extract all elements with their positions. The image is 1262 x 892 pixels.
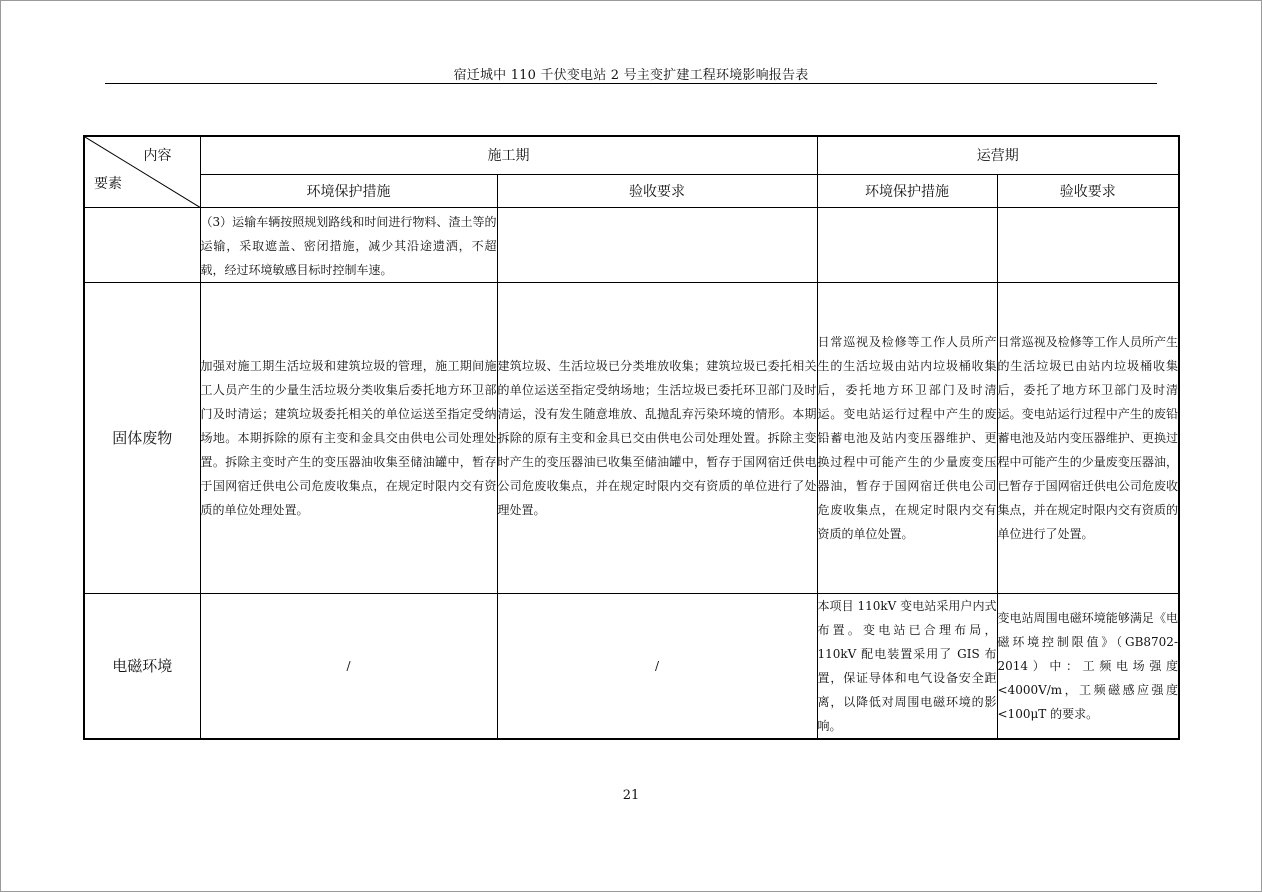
header-rule [105, 83, 1157, 84]
operation-acceptance-cell: 日常巡视及检修等工作人员所产生的生活垃圾已由站内垃圾桶收集后，委托了地方环卫部门及时清运。变电站运行过程中产生的废铅蓄电池及站内变压器维护、更换过程中可能产生的少量废变压器油，已暂存于国网宿迁供电公司危废收集点，并在规定时限内交有资质的单位进行了处置。 [997, 282, 1179, 593]
phase-operation-header: 运营期 [817, 136, 1179, 174]
phase-construction-header: 施工期 [200, 136, 817, 174]
header-row-phases [84, 136, 1179, 174]
row-label: 电磁环境 [84, 593, 200, 739]
corner-label-content: 内容 [143, 148, 172, 164]
corner-label-element: 要素 [94, 175, 122, 192]
table-row [84, 207, 1179, 282]
row-label: 固体废物 [84, 282, 200, 593]
construction-acceptance-cell: / [497, 593, 817, 739]
operation-acceptance-cell [997, 207, 1179, 282]
col-operation-acceptance: 验收要求 [997, 174, 1179, 207]
header-row-columns [84, 174, 1179, 207]
construction-acceptance-cell: 建筑垃圾、生活垃圾已分类堆放收集；建筑垃圾已委托相关的单位运送至指定受纳场地；生活垃圾已委托环卫部门及时清运，没有发生随意堆放、乱抛乱弃污染环境的情形。本期拆除的原有主变和金具已交由供电公司处理处置。拆除主变时产生的变压器油已收集至储油罐中，暂存于国网宿迁供电公司危废收集点，并在规定时限内交有资质的单位进行了处理处置。 [497, 282, 817, 593]
construction-measures-cell: / [200, 593, 497, 739]
running-header: 宿迁城中 110 千伏变电站 2 号主变扩建工程环境影响报告表 [453, 68, 809, 83]
page-number: 21 [622, 788, 640, 803]
operation-measures-cell: 日常巡视及检修等工作人员所产生的生活垃圾由站内垃圾桶收集后，委托地方环卫部门及时清运。变电站运行过程中产生的废铅蓄电池及站内变压器维护、更换过程中可能产生的少量废变压器油，暂存于国网宿迁供电公司危废收集点，在规定时限内交有资质的单位处置。 [817, 282, 997, 593]
corner-cell [84, 136, 200, 207]
construction-acceptance-cell [497, 207, 817, 282]
operation-acceptance-cell: 变电站周围电磁环境能够满足《电磁环境控制限值》（GB8702-2014）中：工频电场强度<4000V/m，工频磁感应强度<100μT 的要求。 [997, 593, 1179, 739]
operation-measures-cell [817, 207, 997, 282]
construction-measures-cell: （3）运输车辆按照规划路线和时间进行物料、渣土等的运输，采取遮盖、密闭措施，减少其沿途遗洒，不超载，经过环境敏感目标时控制车速。 [200, 207, 497, 282]
col-operation-measures: 环境保护措施 [817, 174, 997, 207]
col-construction-measures: 环境保护措施 [200, 174, 497, 207]
table-row [84, 593, 1179, 739]
measures-table [83, 135, 1180, 740]
table-row [84, 282, 1179, 593]
col-construction-acceptance: 验收要求 [497, 174, 817, 207]
operation-measures-cell: 本项目 110kV 变电站采用户内式布置。变电站已合理布局，110kV 配电装置采用了 GIS 布置，保证导体和电气设备安全距离，以降低对周围电磁环境的影响。 [817, 593, 997, 739]
row-label [84, 207, 200, 282]
construction-measures-cell: 加强对施工期生活垃圾和建筑垃圾的管理，施工期间施工人员产生的少量生活垃圾分类收集后委托地方环卫部门及时清运；建筑垃圾委托相关的单位运送至指定受纳场地。本期拆除的原有主变和金具交由供电公司处理处置。拆除主变时产生的变压器油收集至储油罐中，暂存于国网宿迁供电公司危废收集点，在规定时限内交有资质的单位处理处置。 [200, 282, 497, 593]
